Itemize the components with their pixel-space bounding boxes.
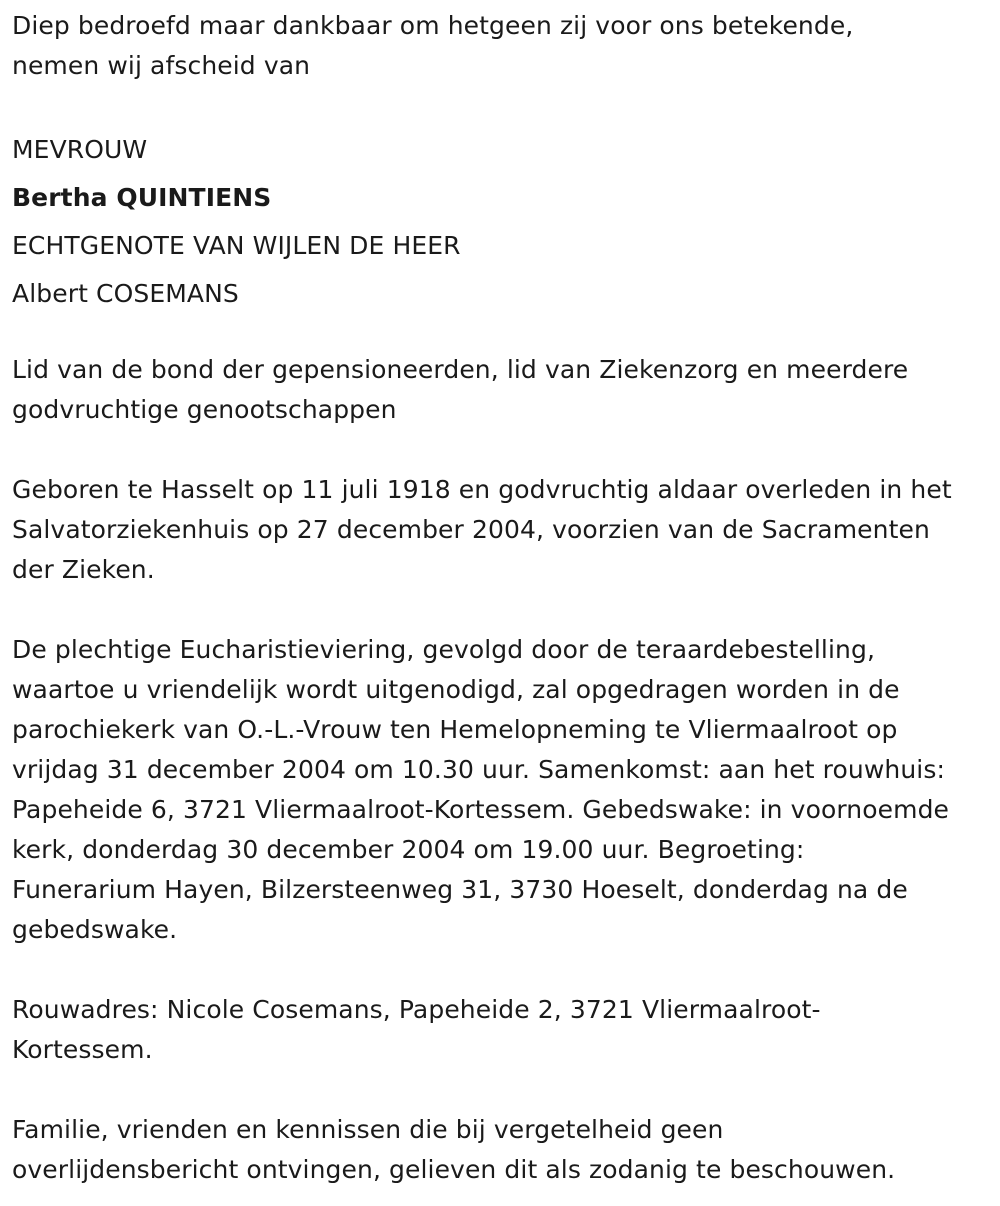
address-line: Rouwadres: Nicole Cosemans, Papeheide 2, 3721 Vliermaalroot- [12,995,821,1024]
ceremony-line: Funerarium Hayen, Bilzersteenweg 31, 3730 Hoeselt, donderdag na de [12,875,908,904]
obituary-document [12,6,992,1190]
ceremony-line: kerk, donderdag 30 december 2004 om 19.00 uur. Begroeting: [12,835,805,864]
ceremony-paragraph [12,630,992,950]
address-line: Kortessem. [12,1035,153,1064]
ceremony-line: vrijdag 31 december 2004 om 10.30 uur. Samenkomst: aan het rouwhuis: [12,755,945,784]
ceremony-line: De plechtige Eucharistieviering, gevolgd door de teraardebestelling, [12,635,875,664]
spouse-name: Albert COSEMANS [12,279,239,308]
birth-death-line: Salvatorziekenhuis op 27 december 2004, voorzien van de Sacramenten [12,515,930,544]
memberships-line: Lid van de bond der gepensioneerden, lid van Ziekenzorg en meerdere [12,355,909,384]
closing-line: overlijdensbericht ontvingen, gelieven dit als zodanig te beschouwen. [12,1155,896,1184]
ceremony-line: waartoe u vriendelijk wordt uitgenodigd, zal opgedragen worden in de [12,675,900,704]
address-paragraph [12,990,992,1070]
ceremony-line: gebedswake. [12,915,178,944]
ceremony-line: parochiekerk van O.-L.-Vrouw ten Hemelopneming te Vliermaalroot op [12,715,898,744]
closing-line: Familie, vrienden en kennissen die bij vergetelheid geen [12,1115,724,1144]
birth-death-line: Geboren te Hasselt op 11 juli 1918 en godvruchtig aldaar overleden in het [12,475,952,504]
deceased-name: Bertha QUINTIENS [12,183,272,212]
memberships-paragraph [12,350,992,430]
deceased-relation: ECHTGENOTE VAN WIJLEN DE HEER [12,231,461,260]
ceremony-line: Papeheide 6, 3721 Vliermaalroot-Kortessem. Gebedswake: in voornoemde [12,795,950,824]
memberships-line: godvruchtige genootschappen [12,395,397,424]
closing-paragraph [12,1110,992,1190]
deceased-title: MEVROUW [12,135,148,164]
intro-line: Diep bedroefd maar dankbaar om hetgeen zij voor ons betekende, [12,11,854,40]
deceased-block [12,126,992,318]
intro-line: nemen wij afscheid van [12,51,311,80]
intro-paragraph [12,6,992,86]
birth-death-paragraph [12,470,992,590]
birth-death-line: der Zieken. [12,555,155,584]
